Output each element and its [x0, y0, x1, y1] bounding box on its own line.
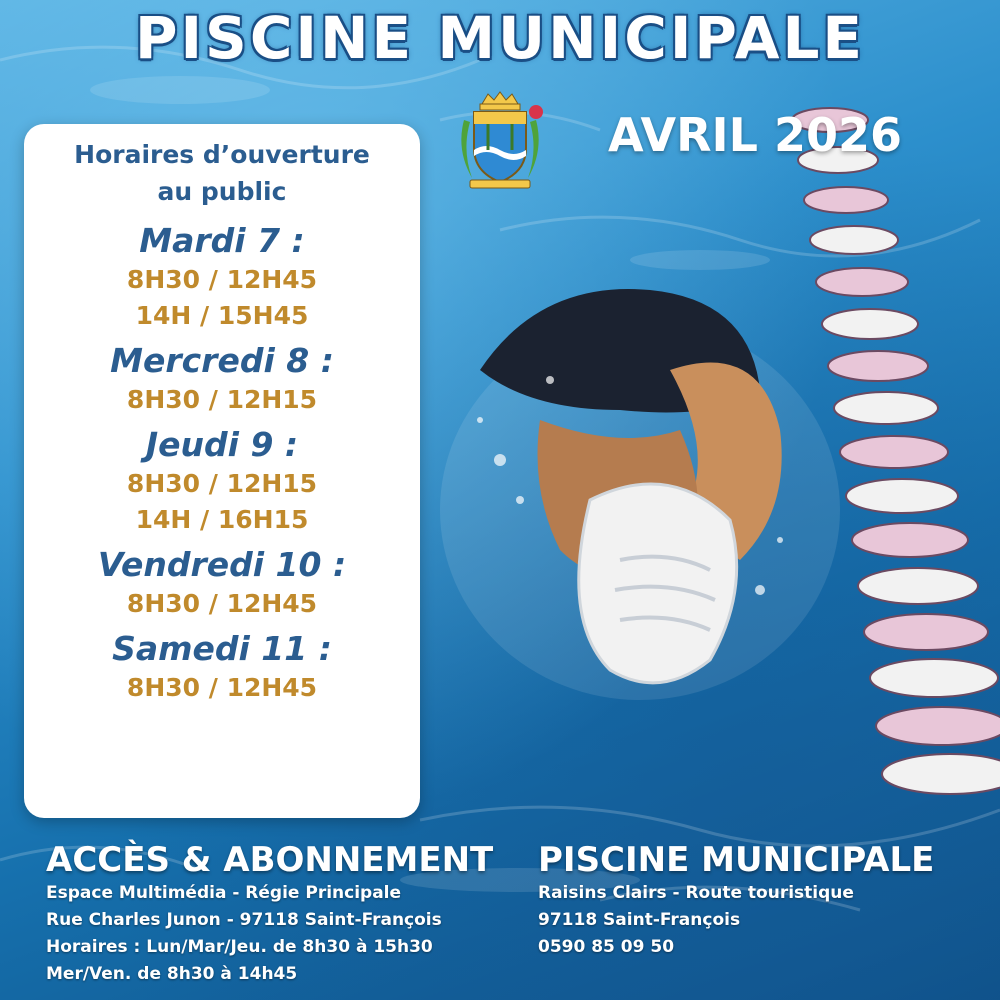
day-label: Jeudi 9 : — [145, 425, 299, 464]
pool-line: Raisins Clairs - Route touristique — [538, 883, 854, 903]
page-title: PISCINE MUNICIPALE — [134, 4, 866, 72]
time-slot: 8H30 / 12H15 — [126, 469, 318, 498]
town-crest-icon — [452, 90, 548, 190]
day-label: Mardi 7 : — [139, 221, 305, 260]
time-slot: 14H / 15H45 — [135, 301, 309, 330]
day-label: Samedi 11 : — [112, 629, 332, 668]
schedule-day — [24, 220, 420, 334]
access-line: Espace Multimédia - Régie Principale — [46, 883, 402, 903]
schedule-title — [24, 136, 420, 210]
time-slot: 14H / 16H15 — [135, 505, 309, 534]
schedule-day — [24, 340, 420, 418]
access-line: Horaires : Lun/Mar/Jeu. de 8h30 à 15h30 — [46, 937, 433, 957]
time-slot: 8H30 / 12H45 — [126, 673, 318, 702]
schedule-day — [24, 628, 420, 706]
swimmer-illustration — [420, 260, 860, 780]
pool-line: 97118 Saint-François — [538, 910, 741, 930]
schedule-card — [24, 124, 420, 818]
access-line: Rue Charles Junon - 97118 Saint-François — [46, 910, 442, 930]
pool-heading: PISCINE MUNICIPALE — [538, 840, 935, 880]
time-slot: 8H30 / 12H45 — [126, 265, 318, 294]
access-info — [46, 840, 516, 988]
pool-info — [538, 840, 978, 961]
schedule-day — [24, 424, 420, 538]
schedule-title-line1: Horaires d’ouverture — [74, 140, 370, 169]
day-label: Vendredi 10 : — [97, 545, 347, 584]
month-label: AVRIL 2026 — [608, 108, 902, 162]
day-label: Mercredi 8 : — [110, 341, 334, 380]
schedule-day — [24, 544, 420, 622]
schedule-title-line2: au public — [157, 177, 287, 206]
time-slot: 8H30 / 12H45 — [126, 589, 318, 618]
access-heading: ACCÈS & ABONNEMENT — [46, 840, 494, 880]
pool-phone: 0590 85 09 50 — [538, 937, 675, 957]
access-line: Mer/Ven. de 8h30 à 14h45 — [46, 964, 298, 984]
time-slot: 8H30 / 12H15 — [126, 385, 318, 414]
